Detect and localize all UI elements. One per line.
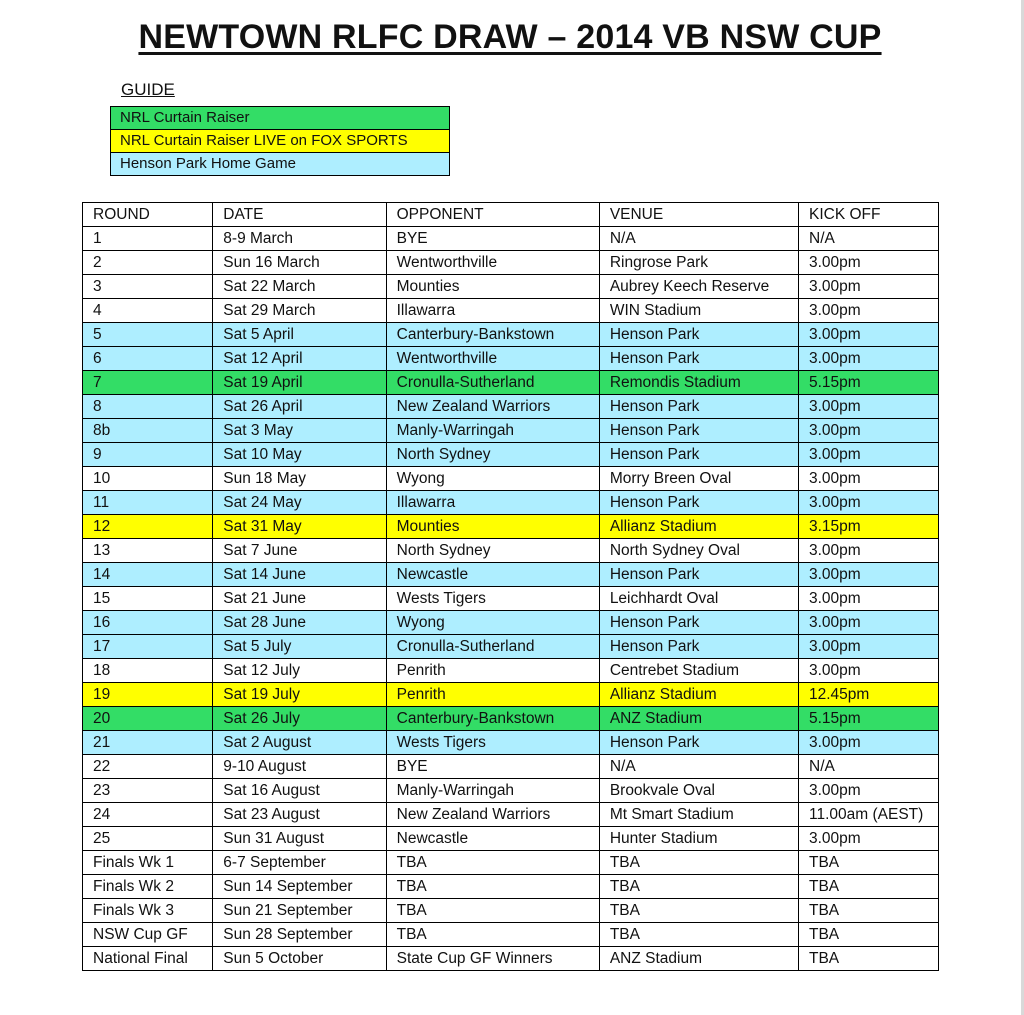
table-row (83, 659, 939, 683)
opponent-cell: Wests Tigers (386, 587, 599, 611)
opponent-cell: Cronulla-Sutherland (386, 371, 599, 395)
round-cell: 10 (83, 467, 213, 491)
guide-legend (110, 106, 450, 176)
venue-cell: N/A (599, 755, 798, 779)
round-cell: NSW Cup GF (83, 923, 213, 947)
legend-item: Henson Park Home Game (111, 153, 450, 176)
kickoff-cell: 3.00pm (799, 611, 939, 635)
opponent-cell: BYE (386, 755, 599, 779)
venue-cell: Allianz Stadium (599, 683, 798, 707)
legend-row (111, 107, 450, 130)
venue-cell: TBA (599, 851, 798, 875)
date-cell: Sat 12 July (213, 659, 386, 683)
round-cell: 6 (83, 347, 213, 371)
table-row (83, 731, 939, 755)
legend-item: NRL Curtain Raiser (111, 107, 450, 130)
round-cell: 25 (83, 827, 213, 851)
round-cell: 8 (83, 395, 213, 419)
opponent-cell: New Zealand Warriors (386, 803, 599, 827)
date-cell: Sat 5 April (213, 323, 386, 347)
kickoff-cell: N/A (799, 227, 939, 251)
round-cell: 7 (83, 371, 213, 395)
round-cell: 21 (83, 731, 213, 755)
kickoff-cell: 3.00pm (799, 251, 939, 275)
date-cell: Sat 12 April (213, 347, 386, 371)
kickoff-cell: 3.00pm (799, 395, 939, 419)
opponent-cell: TBA (386, 899, 599, 923)
kickoff-cell: 3.00pm (799, 827, 939, 851)
table-row (83, 635, 939, 659)
opponent-cell: Illawarra (386, 491, 599, 515)
venue-cell: TBA (599, 923, 798, 947)
kickoff-cell: 3.00pm (799, 443, 939, 467)
header-kickoff: KICK OFF (799, 203, 939, 227)
date-cell: Sun 16 March (213, 251, 386, 275)
draw-table (82, 202, 939, 971)
date-cell: Sun 28 September (213, 923, 386, 947)
round-cell: 2 (83, 251, 213, 275)
venue-cell: Brookvale Oval (599, 779, 798, 803)
kickoff-cell: 3.00pm (799, 299, 939, 323)
table-row (83, 611, 939, 635)
venue-cell: Henson Park (599, 635, 798, 659)
opponent-cell: Penrith (386, 659, 599, 683)
opponent-cell: TBA (386, 923, 599, 947)
venue-cell: Aubrey Keech Reserve (599, 275, 798, 299)
date-cell: Sat 2 August (213, 731, 386, 755)
date-cell: 6-7 September (213, 851, 386, 875)
table-row (83, 275, 939, 299)
table-row (83, 395, 939, 419)
opponent-cell: Canterbury-Bankstown (386, 707, 599, 731)
opponent-cell: Manly-Warringah (386, 419, 599, 443)
round-cell: Finals Wk 3 (83, 899, 213, 923)
venue-cell: Allianz Stadium (599, 515, 798, 539)
table-header-row (83, 203, 939, 227)
round-cell: 16 (83, 611, 213, 635)
table-row (83, 875, 939, 899)
table-row (83, 707, 939, 731)
kickoff-cell: TBA (799, 899, 939, 923)
date-cell: Sat 7 June (213, 539, 386, 563)
kickoff-cell: TBA (799, 851, 939, 875)
legend-item: NRL Curtain Raiser LIVE on FOX SPORTS (111, 130, 450, 153)
table-row (83, 515, 939, 539)
round-cell: 1 (83, 227, 213, 251)
venue-cell: ANZ Stadium (599, 707, 798, 731)
table-row (83, 539, 939, 563)
kickoff-cell: TBA (799, 947, 939, 971)
kickoff-cell: 3.00pm (799, 323, 939, 347)
table-row (83, 587, 939, 611)
venue-cell: Henson Park (599, 347, 798, 371)
kickoff-cell: 3.00pm (799, 659, 939, 683)
round-cell: 13 (83, 539, 213, 563)
kickoff-cell: 3.00pm (799, 587, 939, 611)
venue-cell: TBA (599, 875, 798, 899)
date-cell: Sat 24 May (213, 491, 386, 515)
table-row (83, 923, 939, 947)
venue-cell: WIN Stadium (599, 299, 798, 323)
venue-cell: Remondis Stadium (599, 371, 798, 395)
table-row (83, 563, 939, 587)
table-row (83, 899, 939, 923)
kickoff-cell: 11.00am (AEST) (799, 803, 939, 827)
round-cell: Finals Wk 2 (83, 875, 213, 899)
table-row (83, 491, 939, 515)
opponent-cell: TBA (386, 851, 599, 875)
venue-cell: Henson Park (599, 419, 798, 443)
kickoff-cell: 12.45pm (799, 683, 939, 707)
date-cell: Sun 14 September (213, 875, 386, 899)
round-cell: Finals Wk 1 (83, 851, 213, 875)
date-cell: Sat 23 August (213, 803, 386, 827)
kickoff-cell: 3.15pm (799, 515, 939, 539)
round-cell: 8b (83, 419, 213, 443)
legend-row (111, 130, 450, 153)
table-row (83, 371, 939, 395)
date-cell: Sun 31 August (213, 827, 386, 851)
kickoff-cell: 3.00pm (799, 779, 939, 803)
header-round: ROUND (83, 203, 213, 227)
venue-cell: Leichhardt Oval (599, 587, 798, 611)
round-cell: 18 (83, 659, 213, 683)
kickoff-cell: 3.00pm (799, 275, 939, 299)
opponent-cell: Mounties (386, 515, 599, 539)
venue-cell: Henson Park (599, 443, 798, 467)
round-cell: 4 (83, 299, 213, 323)
opponent-cell: Wests Tigers (386, 731, 599, 755)
venue-cell: Centrebet Stadium (599, 659, 798, 683)
opponent-cell: North Sydney (386, 539, 599, 563)
kickoff-cell: 5.15pm (799, 707, 939, 731)
opponent-cell: BYE (386, 227, 599, 251)
kickoff-cell: 3.00pm (799, 563, 939, 587)
opponent-cell: Penrith (386, 683, 599, 707)
table-row (83, 827, 939, 851)
legend-row (111, 153, 450, 176)
date-cell: Sun 21 September (213, 899, 386, 923)
date-cell: Sat 10 May (213, 443, 386, 467)
table-row (83, 683, 939, 707)
header-venue: VENUE (599, 203, 798, 227)
table-row (83, 803, 939, 827)
opponent-cell: North Sydney (386, 443, 599, 467)
kickoff-cell: 3.00pm (799, 347, 939, 371)
opponent-cell: Wyong (386, 467, 599, 491)
table-row (83, 779, 939, 803)
round-cell: 5 (83, 323, 213, 347)
opponent-cell: TBA (386, 875, 599, 899)
round-cell: 3 (83, 275, 213, 299)
table-row (83, 227, 939, 251)
opponent-cell: Wentworthville (386, 251, 599, 275)
kickoff-cell: 3.00pm (799, 635, 939, 659)
date-cell: Sat 3 May (213, 419, 386, 443)
date-cell: Sat 5 July (213, 635, 386, 659)
round-cell: 9 (83, 443, 213, 467)
table-row (83, 443, 939, 467)
table-row (83, 323, 939, 347)
venue-cell: Hunter Stadium (599, 827, 798, 851)
venue-cell: N/A (599, 227, 798, 251)
date-cell: Sat 31 May (213, 515, 386, 539)
venue-cell: Henson Park (599, 395, 798, 419)
venue-cell: Henson Park (599, 563, 798, 587)
kickoff-cell: 3.00pm (799, 491, 939, 515)
venue-cell: Henson Park (599, 611, 798, 635)
date-cell: Sat 19 April (213, 371, 386, 395)
table-row (83, 851, 939, 875)
round-cell: 23 (83, 779, 213, 803)
kickoff-cell: TBA (799, 923, 939, 947)
table-row (83, 419, 939, 443)
opponent-cell: Wyong (386, 611, 599, 635)
date-cell: Sat 26 April (213, 395, 386, 419)
table-row (83, 299, 939, 323)
round-cell: 12 (83, 515, 213, 539)
header-date: DATE (213, 203, 386, 227)
date-cell: 9-10 August (213, 755, 386, 779)
venue-cell: Henson Park (599, 491, 798, 515)
date-cell: 8-9 March (213, 227, 386, 251)
opponent-cell: Wentworthville (386, 347, 599, 371)
venue-cell: Mt Smart Stadium (599, 803, 798, 827)
opponent-cell: Mounties (386, 275, 599, 299)
header-opponent: OPPONENT (386, 203, 599, 227)
venue-cell: TBA (599, 899, 798, 923)
round-cell: 17 (83, 635, 213, 659)
table-row (83, 755, 939, 779)
kickoff-cell: 3.00pm (799, 731, 939, 755)
round-cell: 19 (83, 683, 213, 707)
table-row (83, 467, 939, 491)
guide-heading: GUIDE (121, 80, 175, 99)
opponent-cell: Manly-Warringah (386, 779, 599, 803)
venue-cell: ANZ Stadium (599, 947, 798, 971)
page-title: NEWTOWN RLFC DRAW – 2014 VB NSW CUP (138, 18, 882, 56)
date-cell: Sat 26 July (213, 707, 386, 731)
date-cell: Sat 19 July (213, 683, 386, 707)
round-cell: National Final (83, 947, 213, 971)
kickoff-cell: 5.15pm (799, 371, 939, 395)
table-row (83, 251, 939, 275)
venue-cell: Ringrose Park (599, 251, 798, 275)
round-cell: 14 (83, 563, 213, 587)
opponent-cell: Illawarra (386, 299, 599, 323)
date-cell: Sat 16 August (213, 779, 386, 803)
table-row (83, 347, 939, 371)
round-cell: 20 (83, 707, 213, 731)
date-cell: Sat 14 June (213, 563, 386, 587)
round-cell: 24 (83, 803, 213, 827)
kickoff-cell: 3.00pm (799, 539, 939, 563)
date-cell: Sun 5 October (213, 947, 386, 971)
date-cell: Sat 29 March (213, 299, 386, 323)
venue-cell: North Sydney Oval (599, 539, 798, 563)
date-cell: Sat 21 June (213, 587, 386, 611)
round-cell: 22 (83, 755, 213, 779)
table-row (83, 947, 939, 971)
kickoff-cell: 3.00pm (799, 467, 939, 491)
opponent-cell: Newcastle (386, 827, 599, 851)
venue-cell: Henson Park (599, 323, 798, 347)
venue-cell: Morry Breen Oval (599, 467, 798, 491)
date-cell: Sat 22 March (213, 275, 386, 299)
opponent-cell: New Zealand Warriors (386, 395, 599, 419)
kickoff-cell: TBA (799, 875, 939, 899)
date-cell: Sat 28 June (213, 611, 386, 635)
opponent-cell: State Cup GF Winners (386, 947, 599, 971)
venue-cell: Henson Park (599, 731, 798, 755)
round-cell: 15 (83, 587, 213, 611)
kickoff-cell: 3.00pm (799, 419, 939, 443)
kickoff-cell: N/A (799, 755, 939, 779)
opponent-cell: Canterbury-Bankstown (386, 323, 599, 347)
round-cell: 11 (83, 491, 213, 515)
date-cell: Sun 18 May (213, 467, 386, 491)
opponent-cell: Newcastle (386, 563, 599, 587)
opponent-cell: Cronulla-Sutherland (386, 635, 599, 659)
